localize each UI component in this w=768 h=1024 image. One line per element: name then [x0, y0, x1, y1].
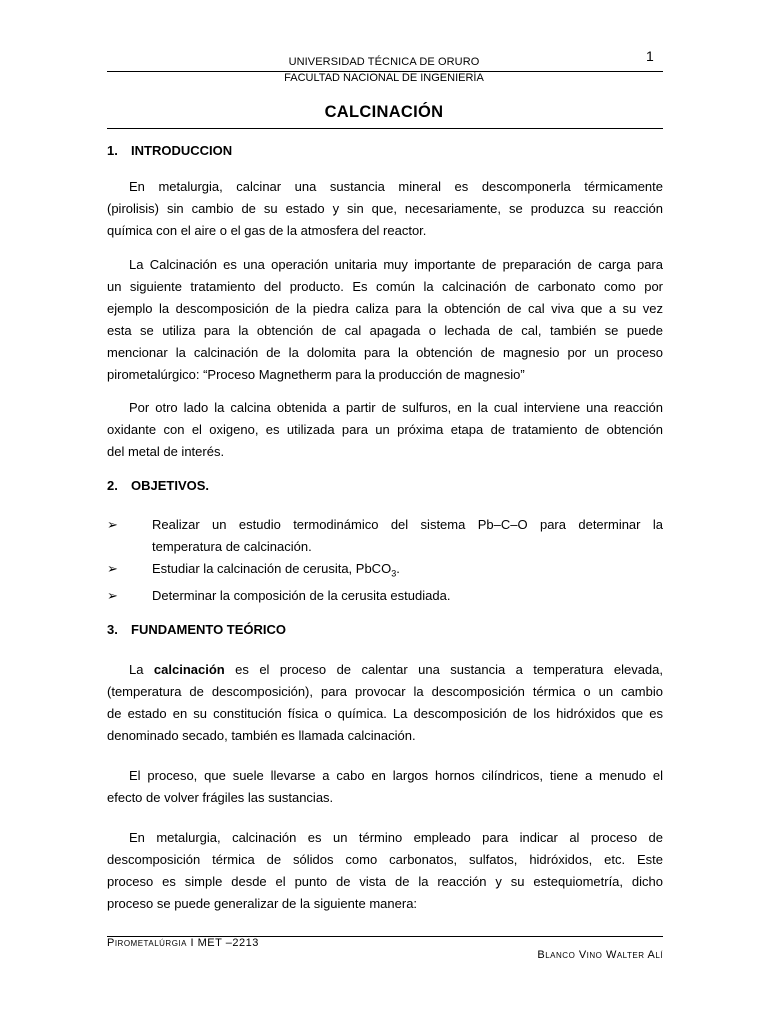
section-heading-objetivos [107, 478, 209, 493]
text-line: proceso se puede generalizar de la siguiente manera: [107, 896, 418, 911]
paragraph-intro-2 [107, 254, 663, 386]
text-line: El proceso, que suele llevarse a cabo en largos hornos cilíndricos, tiene a menudo el [129, 768, 663, 783]
text-line: de estado en su constitución física o química. La descomposición de los hidróxidos que es [107, 706, 663, 721]
item-text: Estudiar la calcinación de cerusita, [152, 561, 356, 576]
text-line: Realizar un estudio termodinámico del sistema Pb–C–O para determinar la [152, 517, 663, 532]
paragraph-theory-1 [107, 659, 663, 747]
section-number: 3. [107, 622, 118, 637]
text-line: Determinar la composición de la cerusita estudiada. [152, 587, 451, 603]
text-line: pirometalúrgico: “Proceso Magnetherm para la producción de magnesio” [107, 367, 525, 382]
paragraph-theory-2 [107, 765, 663, 809]
text-line: Por otro lado la calcina obtenida a partir de sulfuros, en la cual interviene una reacción [129, 400, 663, 415]
text-line: química con el aire o el gas de la atmosfera del reactor. [107, 223, 427, 238]
footer-author: Blanco Vino Walter Alí [537, 949, 663, 961]
paragraph-intro-3 [107, 397, 663, 463]
text-line: ejemplo la descomposición de la piedra caliza para la obtención de cal viva que a su vez [107, 301, 663, 316]
item-punctuation: . [396, 561, 400, 576]
text-line: del metal de interés. [107, 444, 225, 459]
text-line: proceso es simple desde el punto de vista de la reacción y su estequiometría, dicho [107, 874, 663, 889]
header-university: UNIVERSIDAD TÉCNICA DE ORURO [288, 56, 480, 68]
chemical-formula: PbCO [355, 561, 392, 576]
section-heading-fundamento [107, 622, 286, 637]
list-item [107, 558, 663, 585]
text-line: temperatura de calcinación. [152, 539, 312, 554]
section-number: 2. [107, 478, 118, 493]
document-title: CALCINACIÓN [324, 103, 444, 121]
arrow-bullet-icon: ➢ [107, 561, 118, 576]
paragraph-theory-3 [107, 827, 663, 915]
text-line: mencionar la calcinación de la dolomita para la obtención de magnesio por un proceso [107, 345, 663, 360]
text-line [152, 558, 663, 585]
text-line: La Calcinación es una operación unitaria muy importante de preparación de carga para [129, 257, 663, 272]
text-line: descomposición térmica de sólidos como carbonatos, sulfatos, hidróxidos, etc. Este [107, 852, 663, 867]
section-title: OBJETIVOS. [131, 478, 210, 493]
text-lead: La [129, 662, 154, 677]
text-rest: es el proceso de calentar una sustancia a temperatura elevada, [224, 662, 663, 677]
footer-course: Pirometalúrgia I MET –2213 [107, 937, 259, 949]
arrow-bullet-icon: ➢ [107, 587, 118, 603]
bold-term: calcinación [153, 662, 225, 677]
title-divider [107, 128, 663, 129]
text-line: efecto de volver frágiles las sustancias. [107, 790, 334, 805]
text-line: un siguiente tratamiento del producto. Es común la calcinación de carbonato como por [107, 279, 663, 294]
list-item [107, 514, 663, 558]
section-title: FUNDAMENTO TEÓRICO [131, 622, 287, 637]
page-number: 1 [646, 48, 654, 64]
section-number: 1. [107, 143, 118, 158]
section-title: INTRODUCCION [131, 143, 233, 158]
text-line: oxidante con el oxigeno, es utilizada para un próxima etapa de tratamiento de obtención [107, 422, 663, 437]
text-line: esta se utiliza para la obtención de cal apagada o lechada de cal, también se puede [107, 323, 663, 338]
objectives-list [107, 514, 663, 607]
header-faculty: FACULTAD NACIONAL DE INGENIERÍA [284, 72, 484, 84]
formula-subscript: 3 [391, 568, 397, 579]
text-line: denominado secado, también es llamada calcinación. [107, 728, 416, 743]
section-heading-introduccion [107, 143, 232, 158]
text-line [107, 659, 663, 681]
list-item [107, 585, 663, 607]
arrow-bullet-icon: ➢ [107, 517, 118, 532]
text-line: En metalurgia, calcinar una sustancia mineral es descomponerla térmicamente [129, 179, 663, 194]
text-line: (temperatura de descomposición), para provocar la descomposición térmica o un cambio [107, 684, 663, 699]
text-line: (pirolisis) sin cambio de su estado y sin que, necesariamente, se produzca su reacción [107, 201, 663, 216]
paragraph-intro-1 [107, 176, 663, 242]
text-line: En metalurgia, calcinación es un término empleado para indicar al proceso de [129, 830, 663, 845]
